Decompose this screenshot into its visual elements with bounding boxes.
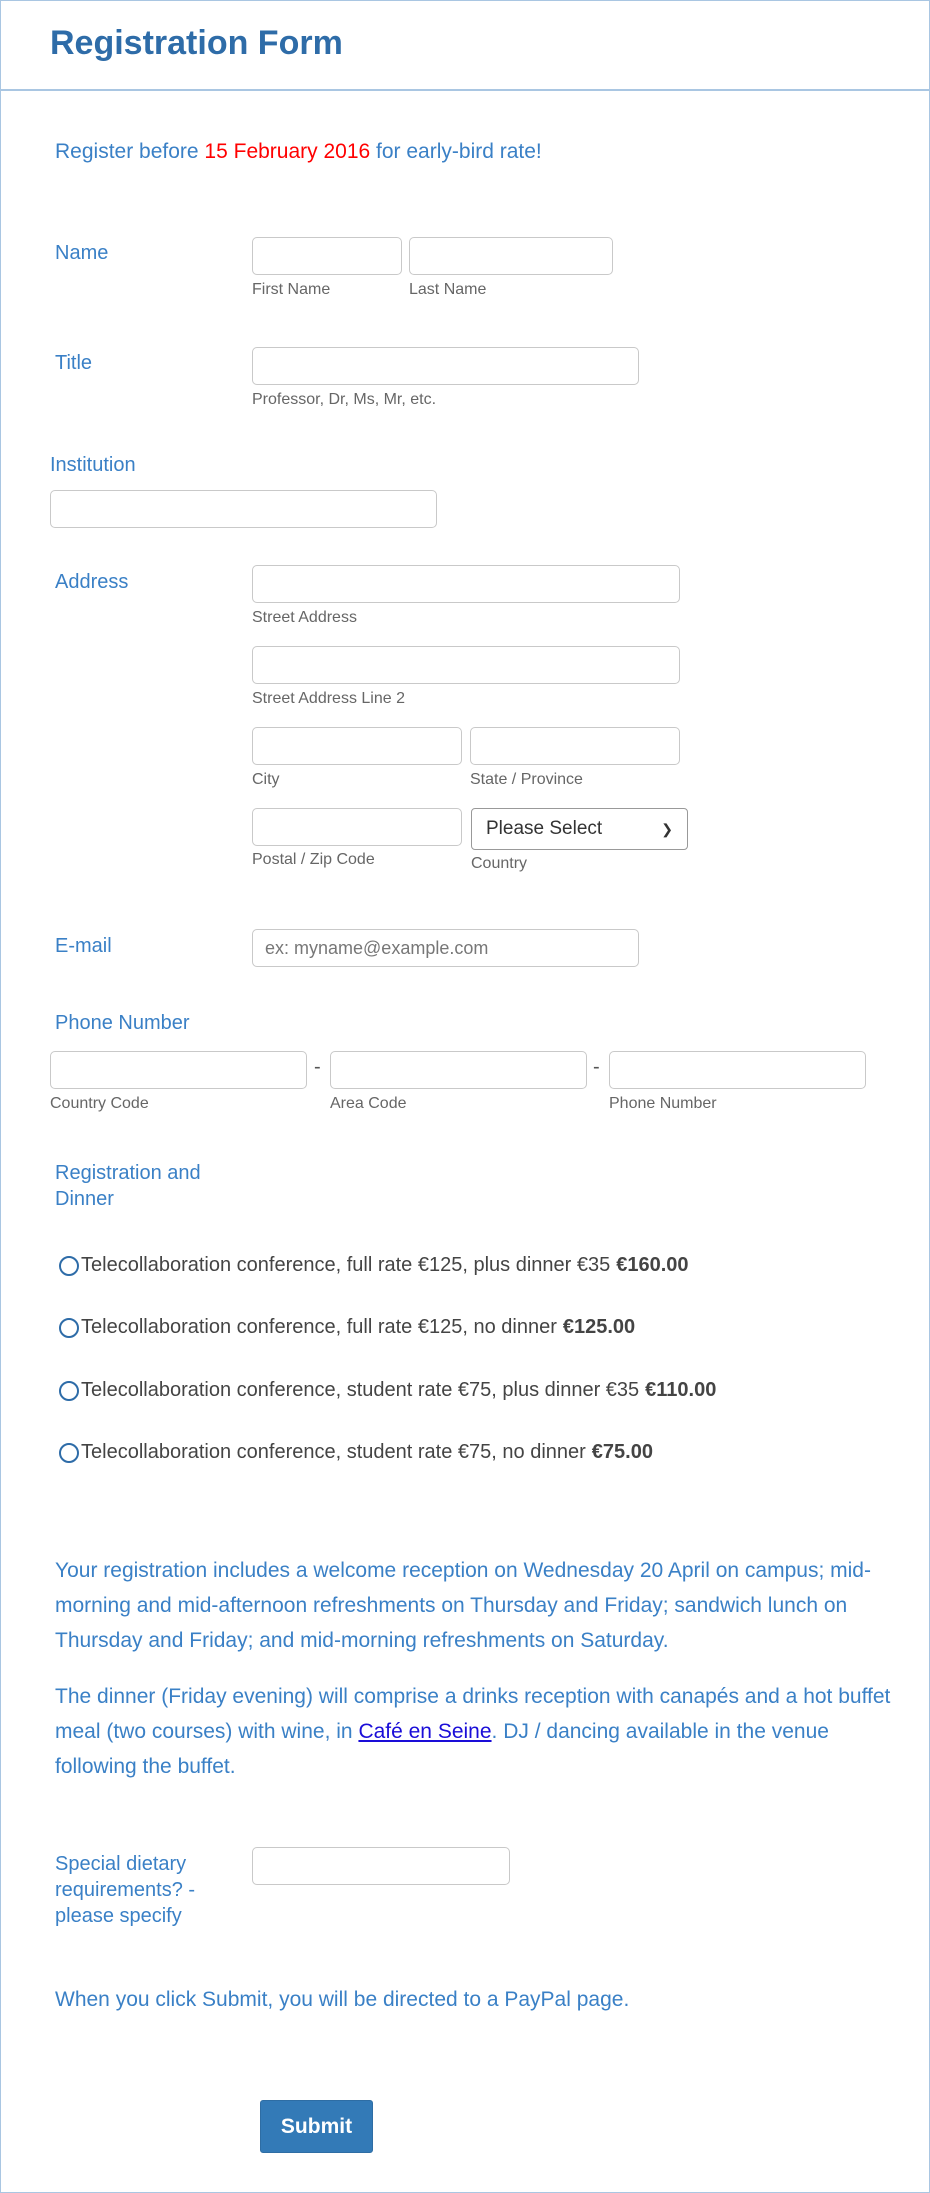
dietary-input[interactable] <box>252 1847 510 1885</box>
city-sublabel: City <box>252 771 280 788</box>
page-title: Registration Form <box>50 24 343 62</box>
phone-number-sublabel: Phone Number <box>609 1095 717 1112</box>
dinner-info-text: The dinner (Friday evening) will comprise a drinks reception with canapés and a hot buffet meal (two courses) with wine, in <box>55 1685 891 1743</box>
first-name-sublabel: First Name <box>252 281 331 298</box>
area-code-input[interactable] <box>330 1051 587 1089</box>
email-input[interactable] <box>252 929 639 967</box>
last-name-input[interactable] <box>409 237 613 275</box>
cafe-en-seine-link[interactable]: Café en Seine <box>358 1720 492 1743</box>
country-sublabel: Country <box>471 855 528 872</box>
registration-label-line1: Registration and <box>55 1162 201 1184</box>
form-header <box>0 0 930 91</box>
registration-label <box>55 1160 201 1212</box>
phone-label: Phone Number <box>55 1012 190 1034</box>
phone-separator: - <box>593 1056 600 1078</box>
option-price: €110.00 <box>645 1379 717 1401</box>
state-input[interactable] <box>470 727 680 765</box>
institution-input[interactable] <box>50 490 437 528</box>
street-address-sublabel: Street Address <box>252 609 357 626</box>
notice-text-end: for early-bird rate! <box>370 140 542 163</box>
dinner-info-paragraph <box>55 1679 895 1784</box>
street-address-line2-input[interactable] <box>252 646 680 684</box>
option-price: €75.00 <box>591 1441 653 1463</box>
street-address-line2-sublabel: Street Address Line 2 <box>252 690 405 707</box>
submit-button[interactable]: Submit <box>260 2100 373 2153</box>
state-sublabel: State / Province <box>470 771 583 788</box>
phone-separator: - <box>314 1056 321 1078</box>
address-label: Address <box>55 571 129 593</box>
option-label: Telecollaboration conference, full rate €125, no dinner <box>81 1316 557 1338</box>
first-name-input[interactable] <box>252 237 402 275</box>
early-bird-notice <box>55 140 542 164</box>
option-label: Telecollaboration conference, full rate €125, plus dinner €35 <box>81 1254 611 1276</box>
country-code-input[interactable] <box>50 1051 307 1089</box>
email-label: E-mail <box>55 935 112 957</box>
notice-text: Register before <box>55 140 205 163</box>
area-code-sublabel: Area Code <box>330 1095 407 1112</box>
registration-option[interactable] <box>59 1441 653 1464</box>
street-address-input[interactable] <box>252 565 680 603</box>
country-select-value: Please Select <box>486 818 603 839</box>
registration-label-line2: Dinner <box>55 1188 114 1210</box>
institution-label: Institution <box>50 454 136 476</box>
postal-code-sublabel: Postal / Zip Code <box>252 851 375 868</box>
title-sublabel: Professor, Dr, Ms, Mr, etc. <box>252 391 437 408</box>
radio-button[interactable] <box>59 1443 79 1463</box>
paypal-note: When you click Submit, you will be directed to a PayPal page. <box>55 1988 630 2011</box>
radio-button[interactable] <box>59 1318 79 1338</box>
phone-number-input[interactable] <box>609 1051 866 1089</box>
registration-option[interactable] <box>59 1316 635 1339</box>
radio-button[interactable] <box>59 1256 79 1276</box>
title-label: Title <box>55 352 93 374</box>
city-input[interactable] <box>252 727 462 765</box>
radio-button[interactable] <box>59 1381 79 1401</box>
dietary-label: Special dietary requirements? - please specify <box>55 1853 196 1927</box>
option-price: €125.00 <box>562 1316 636 1338</box>
notice-date: 15 February 2016 <box>204 140 371 163</box>
name-label: Name <box>55 242 109 264</box>
country-select[interactable] <box>471 808 688 850</box>
last-name-sublabel: Last Name <box>409 281 487 298</box>
registration-info-paragraph: Your registration includes a welcome reception on Wednesday 20 April on campus; mid-morning and mid-afternoon refreshments on Thursday and Friday; sandwich lunch on Thursday and Friday; and mid-morning refreshments on Saturday. <box>55 1559 871 1652</box>
option-label: Telecollaboration conference, student rate €75, plus dinner €35 <box>81 1379 640 1401</box>
option-price: €160.00 <box>616 1254 689 1276</box>
dinner-info-text-end: . DJ / dancing available in the venue following the buffet. <box>55 1720 829 1778</box>
postal-code-input[interactable] <box>252 808 462 846</box>
chevron-down-icon: ❯ <box>661 820 673 837</box>
registration-option[interactable] <box>59 1379 716 1402</box>
title-input[interactable] <box>252 347 639 385</box>
country-code-sublabel: Country Code <box>50 1095 149 1112</box>
registration-option[interactable] <box>59 1254 689 1277</box>
option-label: Telecollaboration conference, student rate €75, no dinner <box>81 1441 586 1463</box>
